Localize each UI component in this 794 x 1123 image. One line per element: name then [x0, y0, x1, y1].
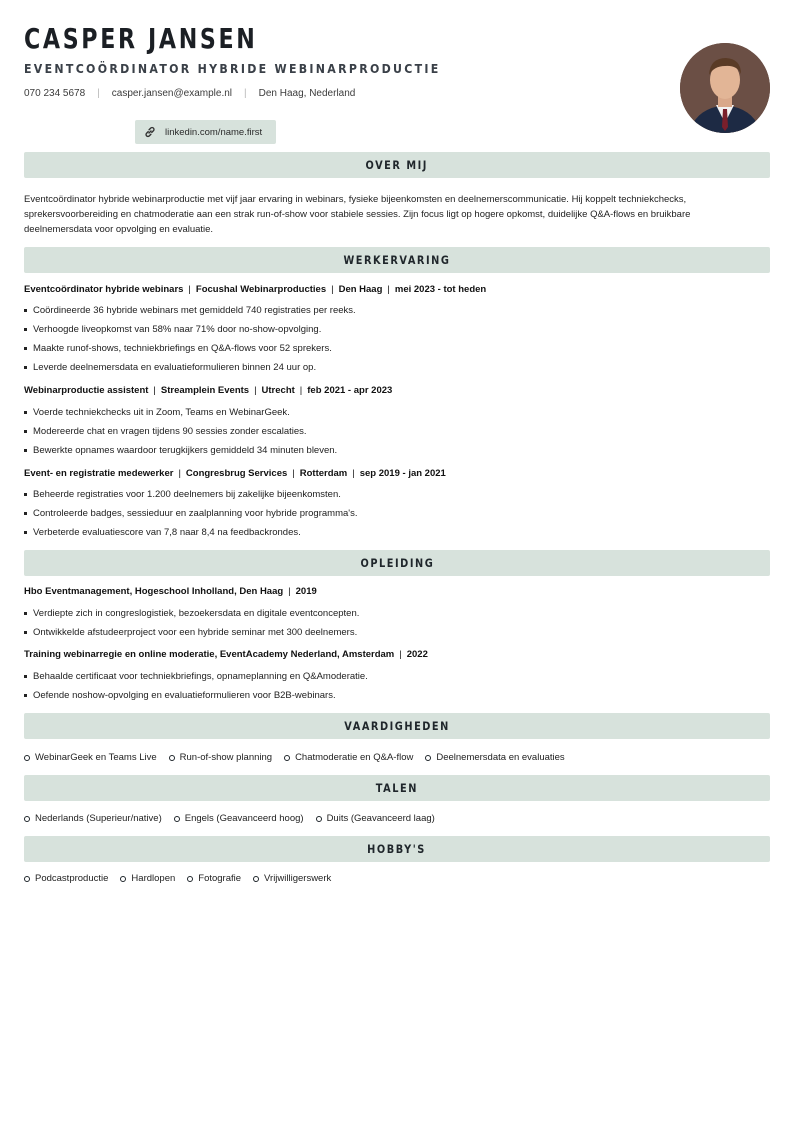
bullet-icon: [24, 631, 27, 634]
period: sep 2019 - jan 2021: [359, 468, 446, 479]
list-item: Bewerkte opnames waardoor terugkijkers gemiddeld 34 minuten bleven.: [24, 445, 337, 456]
candidate-name: CASPER JANSEN: [24, 22, 258, 55]
hobby-item: Podcastproductie: [24, 873, 108, 884]
bullet-icon: [24, 493, 27, 496]
bullet-icon: [24, 328, 27, 331]
city: Den Haag: [338, 284, 383, 295]
bullet-icon: [24, 612, 27, 615]
section-header-skills: [24, 713, 770, 739]
education-entry-title: Training webinarregie en online moderatie, EventAcademy Nederland, Amsterdam | 2022: [24, 649, 428, 660]
section-header-education: [24, 550, 770, 576]
skills-list: [24, 752, 577, 763]
languages-list: [24, 813, 447, 824]
hobby-item: Hardlopen: [120, 873, 175, 884]
list-item: Controleerde badges, sessieduur en zaalplanning voor hybride programma's.: [24, 508, 357, 519]
list-item: Ontwikkelde afstudeerproject voor een hybride seminar met 300 deelnemers.: [24, 627, 357, 638]
about-text: Eventcoördinator hybride webinarproductie met vijf jaar ervaring in webinars, fysieke bijeenkomsten en deelnemerscommunicatie. Hij koppelt techniekchecks, sprekersvoorbereiding en chatmoderatie aan een strak run-of-show voor stabiele sessies. Zijn focus ligt op hogere opkomst, duidelijke Q&A-flows en bruikbare deelnemersdata voor opvolging en evaluatie.: [24, 194, 691, 235]
education-entry-title: Hbo Eventmanagement, Hogeschool Inholland, Den Haag | 2019: [24, 586, 317, 597]
section-header-about: [24, 152, 770, 178]
education-year: 2019: [295, 586, 317, 597]
email-address: casper.jansen@example.nl: [111, 88, 233, 99]
list-item: Verbeterde evaluatiescore van 7,8 naar 8,4 na feedbackrondes.: [24, 527, 301, 538]
list-item: Behaalde certificaat voor techniekbriefings, opnameplanning en Q&Amoderatie.: [24, 671, 368, 682]
hobbies-list: [24, 873, 343, 884]
linkedin-link[interactable]: [135, 120, 276, 144]
linkedin-url: linkedin.com/name.first: [165, 126, 263, 138]
job-role-title: EVENTCOÖRDINATOR HYBRIDE WEBINARPRODUCTIE: [24, 61, 441, 76]
bullet-icon: [24, 512, 27, 515]
skill-item: Deelnemersdata en evaluaties: [425, 752, 564, 763]
job-title: Event- en registratie medewerker: [24, 468, 174, 479]
list-item: Oefende noshow-opvolging en evaluatieformulieren voor B2B-webinars.: [24, 690, 336, 701]
bullet-icon: [24, 411, 27, 414]
skill-item: Chatmoderatie en Q&A-flow: [284, 752, 413, 763]
section-header-hobbies: [24, 836, 770, 862]
hobby-item: Vrijwilligerswerk: [253, 873, 331, 884]
section-title: HOBBY'S: [367, 842, 427, 856]
list-item: Verhoogde liveopkomst van 58% naar 71% door no-show-opvolging.: [24, 324, 321, 335]
language-item: Duits (Geavanceerd laag): [316, 813, 435, 824]
city: Utrecht: [261, 385, 295, 396]
ring-bullet-icon: [169, 755, 175, 761]
section-title: VAARDIGHEDEN: [344, 719, 450, 733]
period: mei 2023 - tot heden: [394, 284, 487, 295]
contact-separator: |: [244, 88, 247, 99]
company: Focushal Webinarproducties: [195, 284, 327, 295]
list-item: Beheerde registraties voor 1.200 deelnemers bij zakelijke bijeenkomsten.: [24, 489, 341, 500]
contact-line: [24, 88, 355, 99]
ring-bullet-icon: [24, 755, 30, 761]
job-title: Eventcoördinator hybride webinars: [24, 284, 184, 295]
language-item: Nederlands (Superieur/native): [24, 813, 162, 824]
section-title: TALEN: [375, 781, 419, 795]
ring-bullet-icon: [174, 816, 180, 822]
bullet-icon: [24, 347, 27, 350]
section-title: WERKERVARING: [343, 253, 451, 267]
ring-bullet-icon: [253, 876, 259, 882]
ring-bullet-icon: [24, 876, 30, 882]
bullet-icon: [24, 430, 27, 433]
phone-number: 070 234 5678: [24, 88, 86, 99]
job-entry-title: Event- en registratie medewerker | Congresbrug Services | Rotterdam | sep 2019 - jan 2021: [24, 468, 446, 479]
location: Den Haag, Nederland: [258, 88, 356, 99]
period: feb 2021 - apr 2023: [307, 385, 393, 396]
education-title: Hbo Eventmanagement, Hogeschool Inholland, Den Haag: [24, 586, 284, 597]
skill-item: WebinarGeek en Teams Live: [24, 752, 157, 763]
company: Congresbrug Services: [185, 468, 288, 479]
ring-bullet-icon: [24, 816, 30, 822]
hobby-item: Fotografie: [187, 873, 241, 884]
profile-photo: [680, 43, 770, 133]
section-title: OPLEIDING: [360, 556, 434, 570]
job-entry-title: Eventcoördinator hybride webinars | Focushal Webinarproducties | Den Haag | mei 2023 - tot heden: [24, 284, 487, 295]
section-title: OVER MIJ: [365, 158, 429, 172]
ring-bullet-icon: [316, 816, 322, 822]
bullet-icon: [24, 366, 27, 369]
section-header-languages: [24, 775, 770, 801]
job-entry-title: Webinarproductie assistent | Streamplein Events | Utrecht | feb 2021 - apr 2023: [24, 385, 393, 396]
city: Rotterdam: [299, 468, 348, 479]
language-item: Engels (Geavanceerd hoog): [174, 813, 304, 824]
bullet-icon: [24, 531, 27, 534]
ring-bullet-icon: [425, 755, 431, 761]
bullet-icon: [24, 675, 27, 678]
bullet-icon: [24, 309, 27, 312]
list-item: Voerde techniekchecks uit in Zoom, Teams en WebinarGeek.: [24, 407, 290, 418]
education-year: 2022: [406, 649, 428, 660]
list-item: Verdiepte zich in congreslogistiek, bezoekersdata en digitale eventconcepten.: [24, 608, 359, 619]
link-icon: [143, 125, 157, 139]
company: Streamplein Events: [160, 385, 250, 396]
skill-item: Run-of-show planning: [169, 752, 272, 763]
section-header-experience: [24, 247, 770, 273]
bullet-icon: [24, 694, 27, 697]
education-title: Training webinarregie en online moderatie, EventAcademy Nederland, Amsterdam: [24, 649, 395, 660]
job-title: Webinarproductie assistent: [24, 385, 149, 396]
contact-separator: |: [97, 88, 100, 99]
list-item: Modereerde chat en vragen tijdens 90 sessies zonder escalaties.: [24, 426, 307, 437]
ring-bullet-icon: [284, 755, 290, 761]
list-item: Leverde deelnemersdata en evaluatieformulieren binnen 24 uur op.: [24, 362, 316, 373]
list-item: Coördineerde 36 hybride webinars met gemiddeld 740 registraties per reeks.: [24, 305, 356, 316]
ring-bullet-icon: [120, 876, 126, 882]
list-item: Maakte runof-shows, techniekbriefings en Q&A-flows voor 52 sprekers.: [24, 343, 332, 354]
ring-bullet-icon: [187, 876, 193, 882]
bullet-icon: [24, 449, 27, 452]
